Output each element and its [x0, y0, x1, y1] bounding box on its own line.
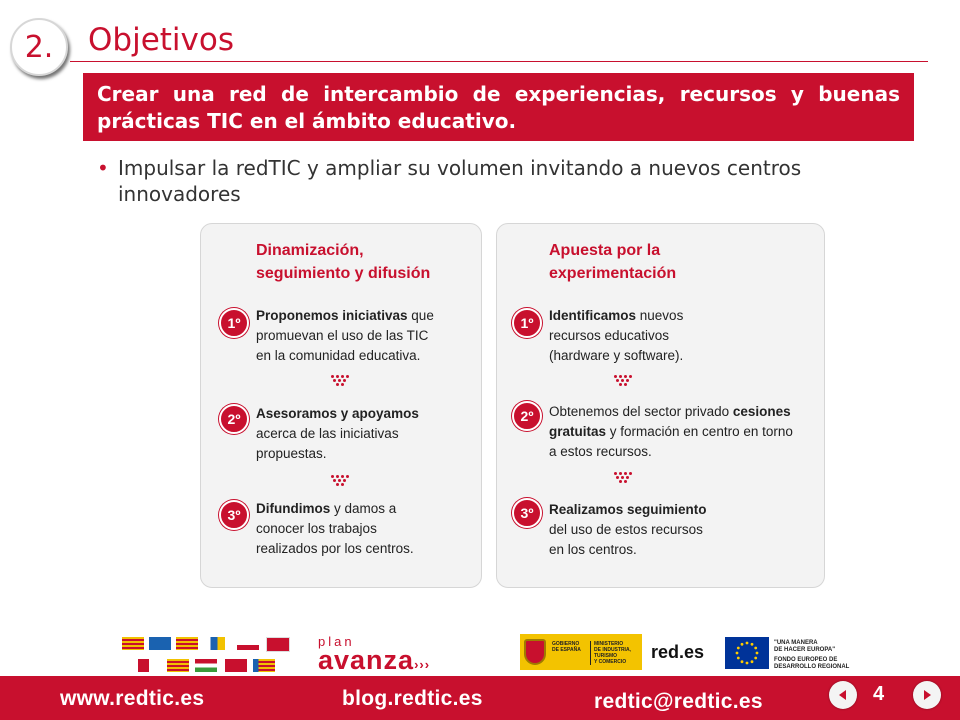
gobierno-logo — [520, 634, 642, 670]
step-line: realizados por los centros. — [256, 541, 414, 556]
step-rest: Obtenemos del sector privado — [549, 404, 733, 419]
section-number: 2. — [24, 29, 54, 65]
step-number-badge: 2º — [219, 404, 249, 434]
step-bold: Realizamos seguimiento — [549, 502, 707, 517]
dots-arrow-icon — [331, 475, 347, 487]
step-text — [549, 402, 793, 462]
prev-slide-button[interactable] — [829, 681, 857, 709]
email-link[interactable]: redtic@redtic.es — [594, 690, 763, 713]
step-line: en la comunidad educativa. — [256, 348, 421, 363]
card-heading-line: experimentación — [549, 265, 677, 282]
title-divider — [70, 61, 928, 62]
step-text — [549, 500, 707, 560]
blog-link[interactable]: blog.redtic.es — [342, 687, 483, 710]
step-number-badge: 3º — [219, 500, 249, 530]
flag-cantabria-icon — [237, 637, 259, 650]
step-rest: nuevos — [636, 308, 684, 323]
step-text — [256, 404, 419, 464]
flag-la-rioja-icon — [195, 659, 217, 672]
bullet-item — [97, 155, 877, 207]
flag-cataluna-icon — [167, 659, 189, 672]
bullet-text: Impulsar la redTIC y ampliar su volumen invitando a nuevos centros innovadores — [118, 156, 802, 206]
page-title: Objetivos — [88, 22, 234, 58]
eu-fund-text: FONDO EUROPEO DE DESARROLLO REGIONAL — [774, 657, 850, 670]
next-slide-button[interactable] — [913, 681, 941, 709]
flag-baleares-icon — [176, 637, 198, 650]
objective-banner — [83, 73, 914, 141]
step-text — [256, 306, 434, 366]
flag-aragon-icon — [122, 637, 144, 650]
step-bold: gratuitas — [549, 424, 607, 439]
step-rest: y damos a — [330, 501, 397, 516]
step-bold: cesiones — [732, 404, 791, 419]
step-line: propuestas. — [256, 446, 327, 461]
step-text — [549, 306, 683, 366]
triangle-left-icon — [837, 689, 849, 701]
step-bold: Identificamos — [549, 308, 637, 323]
avanza-word: avanza››› — [318, 645, 431, 675]
plan-avanza-logo — [318, 634, 430, 676]
card-dinamizacion — [200, 223, 482, 588]
bullet-dot-icon: • — [97, 156, 109, 180]
step-line: a estos recursos. — [549, 444, 652, 459]
card-heading-line: seguimiento y difusión — [256, 265, 431, 282]
step-number-badge: 1º — [219, 308, 249, 338]
triangle-right-icon — [921, 689, 933, 701]
flag-castilla-leon-icon — [266, 637, 290, 652]
step-rest: que — [407, 308, 434, 323]
dots-arrow-icon — [331, 375, 347, 387]
website-link[interactable]: www.redtic.es — [60, 687, 205, 710]
flag-murcia-icon — [225, 659, 247, 672]
section-number-badge — [10, 18, 68, 76]
card-heading-line: Apuesta por la — [549, 242, 661, 259]
step-number-badge: 3º — [512, 498, 542, 528]
flag-asturias-icon — [149, 637, 171, 650]
plan-word: plan — [318, 634, 355, 649]
step-line: en los centros. — [549, 542, 637, 557]
step-bold: Proponemos iniciativas — [256, 308, 408, 323]
spain-shield-icon — [524, 639, 546, 665]
page-number: 4 — [873, 683, 885, 705]
step-line: y formación en centro en torno — [606, 424, 793, 439]
flag-valencia-icon — [253, 659, 275, 672]
flag-canarias-icon — [203, 637, 225, 650]
step-line: acerca de las iniciativas — [256, 426, 399, 441]
step-number-badge: 1º — [512, 308, 542, 338]
card-experimentacion — [496, 223, 825, 588]
step-line: conocer los trabajos — [256, 521, 377, 536]
step-line: (hardware y software). — [549, 348, 684, 363]
step-number-badge: 2º — [512, 401, 542, 431]
objective-text: Crear una red de intercambio de experiencias, recursos y buenas prácticas TIC en el ámbito educativo. — [97, 82, 900, 133]
flag-castilla-mancha-icon — [138, 659, 160, 672]
step-line: recursos educativos — [549, 328, 670, 343]
gobierno-text: GOBIERNO DE ESPAÑA — [552, 641, 581, 653]
footer-bar — [0, 676, 960, 720]
card-heading — [549, 239, 676, 285]
eu-flag-icon — [725, 637, 769, 669]
redes-logo: red.es — [651, 642, 705, 662]
card-heading-line: Dinamización, — [256, 242, 364, 259]
step-bold: Difundimos — [256, 501, 331, 516]
step-text — [256, 499, 414, 559]
card-heading — [256, 239, 430, 285]
step-bold: Asesoramos y apoyamos — [256, 406, 419, 421]
step-line: del uso de estos recursos — [549, 522, 703, 537]
eu-slogan: "UNA MANERA DE HACER EUROPA" — [774, 640, 836, 653]
step-line: promuevan el uso de las TIC — [256, 328, 429, 343]
ministerio-text: MINISTERIO DE INDUSTRIA, TURISMO Y COMERCIO — [590, 641, 642, 665]
partner-logos — [0, 628, 960, 676]
dots-arrow-icon — [614, 375, 630, 387]
dots-arrow-icon — [614, 472, 630, 484]
